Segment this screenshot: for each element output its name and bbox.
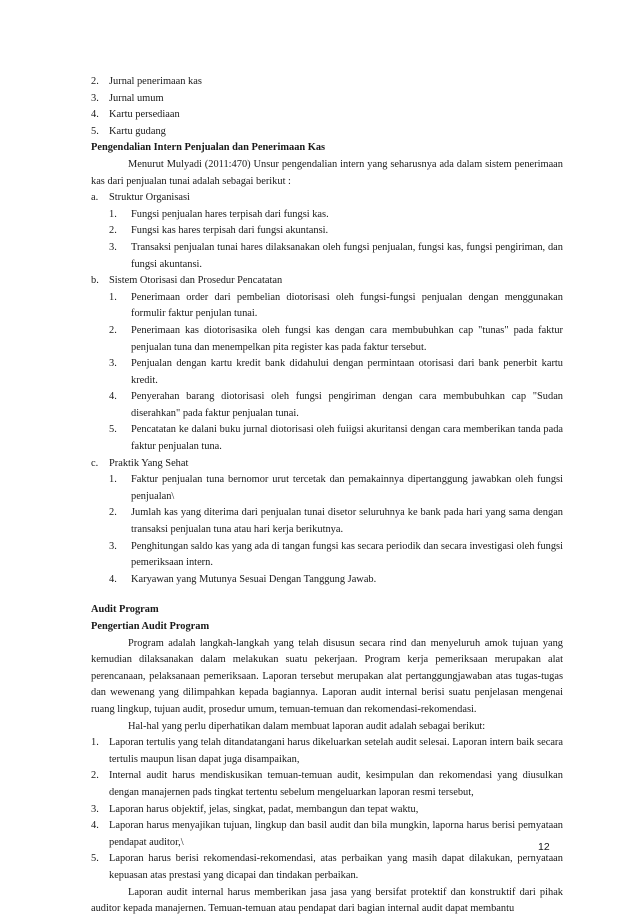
list-text: Jurnal penerimaan kas [109, 76, 202, 87]
list-item [91, 505, 563, 538]
list-number: 2. [91, 76, 99, 87]
list-item [91, 768, 563, 801]
list-item [91, 539, 563, 572]
spacer [91, 588, 563, 602]
list-text: Jurnal umum [109, 92, 164, 104]
list-item [91, 240, 563, 273]
list-number: 4. [91, 820, 99, 832]
page-number: 12 [538, 841, 550, 853]
list-number: 1. [91, 737, 99, 749]
list-text: Fungsi kas hares terpisah dari fungsi akuntansi. [131, 225, 329, 237]
list-number: 2. [109, 507, 117, 519]
list-item [91, 389, 563, 422]
list-text: Jumlah kas yang diterima dari penjualan tunai disetor seluruhnya ke bank pada hari yang sama dengan transaksi penjualan tuna atau hari kerja berikutnya. [131, 507, 563, 536]
section-title-a [91, 190, 563, 207]
body-paragraph: Hal-hal yang perlu diperhatikan dalam membuat laporan audit adalah sebagai berikut: [128, 720, 486, 732]
list-number: 2. [91, 770, 99, 782]
body-paragraph: Laporan audit internal harus memberikan jasa jasa yang bersifat protektif dan konstruktif dari pihak auditor kepada manajernen. Temuan-temuan atau pendapat dari bagian internal audit dapat membantu [91, 886, 563, 915]
list-item [91, 107, 563, 124]
section-title-b [91, 273, 563, 290]
intro-paragraph: Menurut Mulyadi (2011:470) Unsur pengendalian intern yang seharusnya ada dalam sistem penerimaan kas dari penjualan tunai adalah sebagai berikut : [91, 158, 563, 187]
section-heading-internal-control: Pengendalian Intern Penjualan dan Penerimaan Kas [91, 142, 326, 154]
list-text: Fungsi penjualan hares terpisah dari fungsi kas. [131, 208, 329, 220]
list-item [91, 472, 563, 505]
journal-list [91, 74, 563, 140]
list-item [91, 572, 563, 589]
list-number: 1. [109, 291, 117, 303]
list-item [91, 223, 563, 240]
page-content [91, 74, 563, 918]
section-heading-audit-program: Audit Program [91, 604, 159, 616]
list-number: 5. [109, 424, 117, 436]
list-number: 5. [91, 125, 99, 137]
list-item [91, 851, 563, 884]
list-number: 5. [91, 853, 99, 865]
list-number: 3. [109, 358, 117, 370]
list-item [91, 802, 563, 819]
list-item [91, 818, 563, 851]
subsection-heading-audit-program-definition: Pengertian Audit Program [91, 621, 210, 632]
list-text: Penerimaan order dari pembelian diotorisasi oleh fungsi-fungsi penjualan dengan menggunakan formulir faktur penjulan tunai. [131, 291, 563, 320]
list-item [91, 124, 563, 141]
body-paragraph: Program adalah langkah-langkah yang telah disusun secara rind dan menyeluruh amok tujuan yang kemudian dilaksanakan dalam melakukan suatu pekerjaan. Program kerja pemeriksaan merupakan alat perencanaan, pelaksanaan pemeriksaan. Laporan tersebut merupakan alat pertanggungjawaban atas tugas-tugas dan wewenang yang dilimpahkan kepada bagiannya. Laporan audit internal berisi suatu penjelasan mengenai ruang lingkup, tujuan audit, prosedur umum, temuan-temuan dan rekomendasi-rekomendasi. [91, 637, 563, 715]
list-number: 1. [109, 208, 117, 220]
section-label: c. [91, 457, 99, 469]
list-item [91, 91, 563, 108]
list-number: 3. [109, 540, 117, 552]
section-label: a. [91, 192, 99, 204]
list-text: Transaksi penjualan tunai hares dilaksanakan oleh fungsi penjualan, fungsi kas, fungsi pengiriman, dan fungsi akuntansi. [131, 241, 563, 270]
list-text: Laporan harus berisi rekomendasi-rekomendasi, atas perbaikan yang masih dapat dilakukan, pernyataan kepuasan atas prestasi yang dicapai dan tindakan perbaikan. [109, 853, 563, 881]
list-text: Kartu gudang [109, 125, 166, 137]
list-text: Penjualan dengan kartu kredit bank didahului dengan permintaan otorisasi dari bank penerbit kartu kredit. [131, 358, 563, 386]
section-title: Praktik Yang Sehat [109, 457, 189, 469]
list-number: 3. [91, 92, 99, 104]
list-text: Penghitungan saldo kas yang ada di tangan fungsi kas secara periodik dan secara investigasi oleh fungsi pemeriksaan intern. [131, 540, 563, 569]
list-text: Faktur penjualan tuna bernomor urut tercetak dan pemakainnya dipertanggung jawabkan oleh fungsi penjualan\ [131, 474, 563, 502]
list-text: Pencatatan ke dalani buku jurnal diotorisasi oleh fuiigsi akuritansi dengan cara memberikan tanda pada faktur penjualan tuna. [131, 424, 563, 453]
list-number: 4. [109, 573, 117, 585]
list-text: Laporan harus menyajikan tujuan, lingkup dan basil audit dan bila mungkin, laporna harus berisi pemyataan pendapat auditor,\ [109, 820, 563, 848]
list-item [91, 735, 563, 768]
list-number: 3. [91, 803, 99, 815]
list-text: Karyawan yang Mutunya Sesuai Dengan Tanggung Jawab. [131, 573, 377, 585]
list-number: 2. [109, 225, 117, 237]
list-text: Kartu persediaan [109, 109, 180, 121]
list-item [91, 207, 563, 224]
section-title: Sistem Otorisasi dan Prosedur Pencatatan [109, 275, 283, 287]
list-text: Laporan tertulis yang telah ditandatangani harus dikeluarkan setelah audit selesai. Laporan intern baik secara tertulis maupun lisan dapat juga disampaikan, [109, 737, 563, 765]
list-item [91, 323, 563, 356]
list-item [91, 290, 563, 323]
section-title: Struktur Organisasi [109, 192, 190, 204]
list-text: Penerimaan kas diotorisasika oleh fungsi kas dengan cara membubuhkan cap "tunas" pada faktur penjualan tuna dan menempelkan pita register kas pada faktur tersebut. [131, 324, 563, 353]
list-item [91, 74, 563, 91]
section-title-c [91, 456, 563, 473]
list-number: 4. [109, 391, 117, 403]
list-number: 4. [91, 109, 99, 121]
list-number: 3. [109, 241, 117, 253]
list-text: Laporan harus objektif, jelas, singkat, padat, membangun dan tepat waktu, [109, 803, 419, 815]
list-text: Penyerahan barang diotorisasi oleh fungsi pengiriman dengan cara membubuhkan cap "Sudan diserahkan" pada faktur penjualan tunai. [131, 391, 563, 419]
list-item [91, 422, 563, 455]
section-label: b. [91, 275, 99, 287]
list-number: 1. [109, 474, 117, 486]
list-text: Internal audit harus mendiskusikan temuan-temuan audit, kesimpulan dan rekomendasi yang diusulkan dengan manajernen pads tingkat tertentu sebelum mengeluarkan laporan resmi tersebut, [109, 770, 563, 798]
list-item [91, 356, 563, 389]
list-number: 2. [109, 324, 117, 336]
